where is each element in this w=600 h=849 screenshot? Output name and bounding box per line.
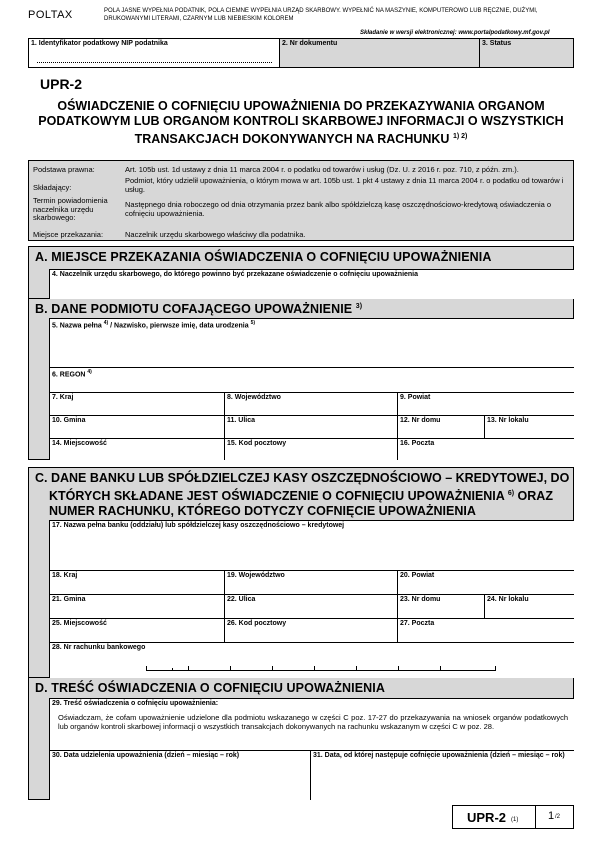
- c-county-label: 20. Powiat: [400, 572, 435, 579]
- b-post-office-label: 16. Poczta: [400, 440, 435, 447]
- form-title-line2: PODATKOWYM LUB ORGANOM KONTROLI SKARBOWEJ INFORMACJI O WSZYSTKICH: [38, 114, 564, 128]
- statement-field: [49, 698, 574, 750]
- c-postal-code-label: 26. Kod pocztowy: [227, 620, 287, 627]
- b-country-label: 7. Kraj: [52, 394, 74, 401]
- efiling-note: Składanie w wersji elektronicznej: www.portalpodatkowy.mf.gov.pl: [360, 30, 550, 36]
- full-name-field[interactable]: [49, 318, 574, 367]
- nip-label: 1. Identyfikator podatkowy NIP podatnika: [31, 40, 168, 47]
- filer-text: Podmiot, który udzielił upoważnienia, o którym mowa w art. 105b ust. 1 pkt 4 ustawy z dnia 11 marca 2004 r. o podatku od towarów i usług.: [125, 176, 564, 194]
- footer-form-code: UPR-2: [467, 810, 507, 825]
- deadline-text: Następnego dnia roboczego od dnia otrzymania przez bank albo spółdzielczą kasę oszczędnościowo-kredytową oświadczenia o cofnięciu upoważnienia.: [125, 200, 552, 218]
- b-commune-label: 10. Gmina: [52, 417, 86, 424]
- c-commune-label: 21. Gmina: [52, 596, 86, 603]
- section-d: [28, 678, 574, 800]
- b-voivodeship-label: 8. Województwo: [227, 394, 281, 401]
- poltax-logo: POLTAX: [28, 9, 73, 21]
- c-post-office-label: 27. Poczta: [400, 620, 435, 627]
- b-house-number-field[interactable]: [397, 415, 484, 438]
- b-postal-code-field[interactable]: [224, 438, 397, 460]
- form-title-line3: TRANSAKCJACH DOKONYWANYCH NA RACHUNKU: [134, 132, 450, 147]
- deadline-label: Termin powiadomienia naczelnika urzędu skarbowego:: [33, 196, 108, 222]
- bank-account-label: 28. Nr rachunku bankowego: [52, 644, 146, 651]
- c-apartment-field[interactable]: [484, 594, 574, 618]
- bank-name-field[interactable]: [49, 520, 574, 570]
- b-country-field[interactable]: [49, 392, 224, 415]
- form-title-line1: OŚWIADCZENIE O COFNIĘCIU UPOWAŻNIENIA DO PRZEKAZYWANIA ORGANOM: [57, 99, 545, 113]
- document-number-field: [280, 38, 480, 68]
- place-text: Naczelnik urzędu skarbowego właściwy dla podatnika.: [125, 230, 306, 239]
- b-commune-field[interactable]: [49, 415, 224, 438]
- c-street-label: 22. Ulica: [227, 596, 256, 603]
- filer-label: Składający:: [33, 183, 72, 192]
- statement-label: 29. Treść oświadczenia o cofnięciu upoważnienia:: [52, 700, 219, 707]
- tax-office-field[interactable]: [49, 269, 574, 299]
- info-box: [28, 160, 574, 241]
- statement-text: Oświadczam, że cofam upoważnienie udzielone dla podmiotu wskazanego w części C poz. 17-27 do przekazywania na wniosek organów podatkowych lub organów kontroli skarbowej informacji o wszystkich transakcjach dokonywanych na rachunku wskazanym w części C w poz. 28.: [58, 713, 568, 731]
- section-b: [28, 299, 574, 460]
- b-county-field[interactable]: [397, 392, 574, 415]
- c-post-office-field[interactable]: [397, 618, 574, 642]
- b-street-label: 11. Ulica: [227, 417, 256, 424]
- c-city-field[interactable]: [49, 618, 224, 642]
- basis-text: Art. 105b ust. 1d ustawy z dnia 11 marca 2004 r. o podatku od towarów i usług (Dz. U. z 2016 r. poz. 710, z późn. zm.).: [125, 165, 519, 174]
- c-voivodeship-label: 19. Województwo: [227, 572, 285, 579]
- tax-office-label: 4. Naczelnik urzędu skarbowego, do którego powinno być przekazane oświadczenie o cofnięciu upoważnienia: [52, 271, 419, 278]
- b-apartment-label: 13. Nr lokalu: [487, 417, 529, 424]
- section-d-title: D. TREŚĆ OŚWIADCZENIA O COFNIĘCIU UPOWAŻNIENIA: [35, 681, 385, 695]
- c-apartment-label: 24. Nr lokalu: [487, 596, 529, 603]
- b-county-label: 9. Powiat: [400, 394, 431, 401]
- footer-page-box: [536, 805, 574, 829]
- section-a: [28, 246, 574, 299]
- fill-instruction: POLA JASNE WYPEŁNIA PODATNIK, POLA CIEMNE WYPEŁNIA URZĄD SKARBOWY. WYPEŁNIĆ NA MASZYNIE, KOMPUTEROWO LUB RĘCZNIE, DUŻYMI, DRUKOWANYMI LITERAMI, CZARNYM LUB NIEBIESKIM KOLOREM: [104, 8, 538, 22]
- c-voivodeship-field[interactable]: [224, 570, 397, 594]
- c-street-field[interactable]: [224, 594, 397, 618]
- form-title: [28, 99, 574, 147]
- section-c: [28, 467, 574, 678]
- nip-field[interactable]: [28, 38, 280, 68]
- c-house-number-field[interactable]: [397, 594, 484, 618]
- revocation-date-field[interactable]: [310, 750, 574, 800]
- c-house-number-label: 23. Nr domu: [400, 596, 441, 603]
- grant-date-label: 30. Data udzielenia upoważnienia (dzień – miesiąc – rok): [52, 752, 240, 759]
- nip-input-ticks: [37, 55, 272, 63]
- b-house-number-label: 12. Nr domu: [400, 417, 441, 424]
- regon-field[interactable]: [49, 367, 574, 392]
- section-b-title: B. DANE PODMIOTU COFAJĄCEGO UPOWAŻNIENIE $^{3)}$: [35, 302, 363, 316]
- place-label: Miejsce przekazania:: [33, 230, 104, 239]
- regon-label: 6. REGON $^{4)}$: [52, 369, 92, 379]
- full-name-label: 5. Nazwa pełna $^{4)}$ / Nazwisko, pierwsze imię, data urodzenia $^{5)}$: [52, 320, 256, 330]
- footer-page-number: 1: [548, 810, 555, 822]
- grant-date-field[interactable]: [49, 750, 310, 800]
- c-county-field[interactable]: [397, 570, 574, 594]
- basis-label: Podstawa prawna:: [33, 165, 95, 174]
- form-code: UPR-2: [40, 76, 83, 92]
- document-number-label: 2. Nr dokumentu: [282, 40, 338, 47]
- b-city-label: 14. Miejscowość: [52, 440, 107, 447]
- bank-account-field[interactable]: [49, 642, 574, 678]
- b-postal-code-label: 15. Kod pocztowy: [227, 440, 287, 447]
- c-country-label: 18. Kraj: [52, 572, 78, 579]
- b-post-office-field[interactable]: [397, 438, 574, 460]
- c-postal-code-field[interactable]: [224, 618, 397, 642]
- bank-name-label: 17. Nazwa pełna banku (oddziału) lub spółdzielczej kasy oszczędnościowo – kredytowej: [52, 522, 345, 529]
- section-a-title: A. MIEJSCE PRZEKAZANIA OŚWIADCZENIA O COFNIĘCIU UPOWAŻNIENIA: [35, 250, 492, 264]
- c-country-field[interactable]: [49, 570, 224, 594]
- form-title-footnote: 1) 2): [452, 133, 468, 140]
- status-field: [480, 38, 574, 68]
- footer-page-total: /2: [555, 814, 561, 820]
- footer-version: (1): [511, 817, 519, 823]
- c-commune-field[interactable]: [49, 594, 224, 618]
- revocation-date-label: 31. Data, od której następuje cofnięcie upoważnienia (dzień – miesiąc – rok): [313, 752, 565, 759]
- b-street-field[interactable]: [224, 415, 397, 438]
- bank-account-ticks: [146, 665, 496, 671]
- b-voivodeship-field[interactable]: [224, 392, 397, 415]
- status-label: 3. Status: [482, 40, 512, 47]
- section-c-title: C. DANE BANKU LUB SPÓŁDZIELCZEJ KASY OSZCZĘDNOŚCIOWO – KREDYTOWEJ, DO KTÓRYCH SKŁADANE JEST OŚWIADCZENIE O COFNIĘCIU UPOWAŻNIENIA $^{6)}$ ORAZ NUMER RACHUNKU, KTÓREGO DOTYCZY COFNIĘCIE UPOWAŻNIENIA: [35, 471, 570, 519]
- b-apartment-field[interactable]: [484, 415, 574, 438]
- footer-form-code-box: [452, 805, 536, 829]
- c-city-label: 25. Miejscowość: [52, 620, 107, 627]
- b-city-field[interactable]: [49, 438, 224, 460]
